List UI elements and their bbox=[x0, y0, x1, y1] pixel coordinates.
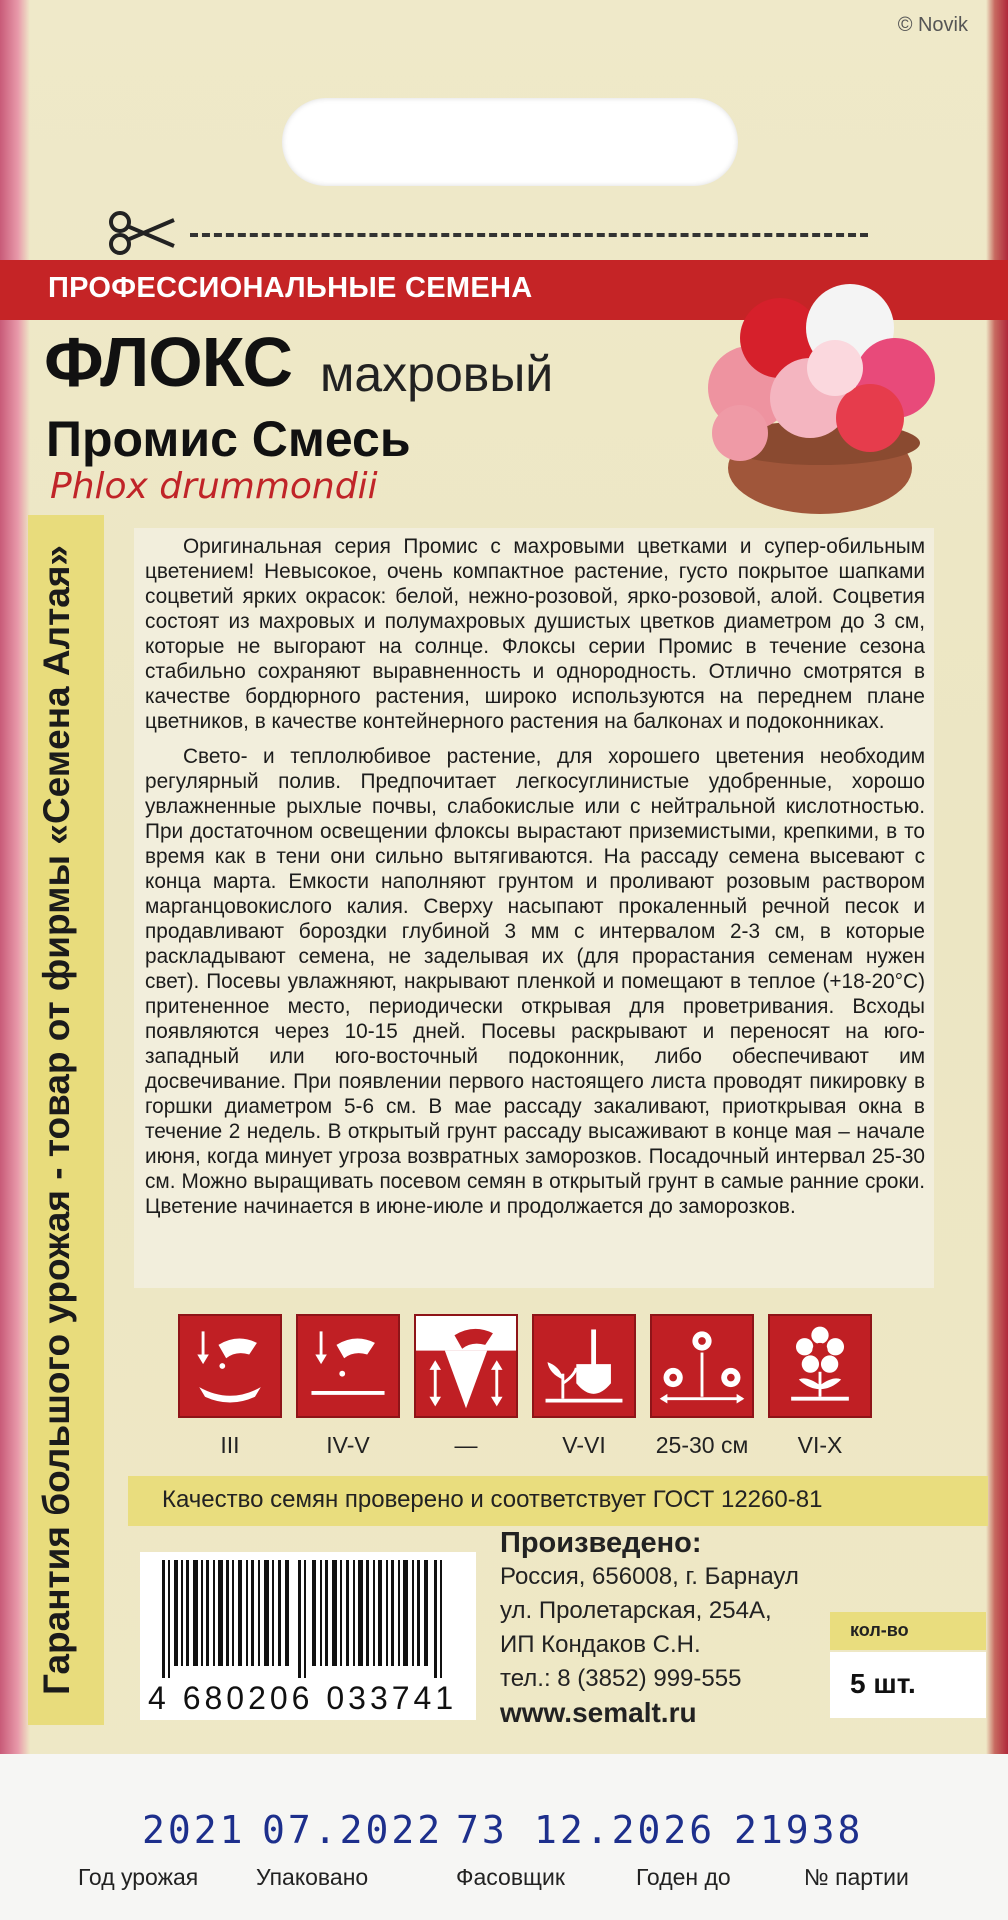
scissors-icon bbox=[108, 210, 178, 256]
producer-info bbox=[500, 1526, 799, 1730]
side-guarantee-text: Гарантия большого урожая - товар от фирмы «Семена Алтая» bbox=[36, 544, 77, 1696]
producer-address-2: ул. Пролетарская, 254А, bbox=[500, 1597, 772, 1624]
copyright: © Novik bbox=[897, 14, 968, 36]
sowing-in-ground-icon bbox=[296, 1314, 400, 1418]
stamp-batch: 21938 bbox=[734, 1808, 864, 1852]
producer-heading: Произведено: bbox=[500, 1527, 702, 1559]
barcode-number: 4 680206 033741 bbox=[148, 1680, 458, 1716]
product-variety: Промис Смесь bbox=[46, 411, 411, 467]
producer-phone: тел.: 8 (3852) 999-555 bbox=[500, 1665, 742, 1692]
banner-text: ПРОФЕССИОНАЛЬНЫЕ СЕМЕНА bbox=[48, 272, 533, 304]
flower-pot-image bbox=[680, 268, 950, 528]
stamp-harvest-year: 2021 bbox=[142, 1808, 246, 1852]
label-harvest-year: Год урожая bbox=[78, 1864, 199, 1890]
quantity-label-box bbox=[830, 1612, 986, 1650]
stamp-packed: 07.2022 bbox=[262, 1808, 444, 1852]
plant-spacing-label: 25-30 см bbox=[655, 1432, 749, 1458]
label-packed: Упаковано bbox=[256, 1864, 369, 1890]
sowing-in-ground-label: IV-V bbox=[326, 1432, 370, 1458]
producer-name: ИП Кондаков С.Н. bbox=[500, 1631, 701, 1658]
quantity-label: кол-во bbox=[850, 1620, 909, 1640]
barcode-bars bbox=[140, 1552, 476, 1682]
cut-line bbox=[190, 233, 868, 237]
flowering-icon bbox=[768, 1314, 872, 1418]
transplanting-icon bbox=[532, 1314, 636, 1418]
sowing-depth-label: — bbox=[454, 1432, 478, 1458]
sowing-depth-icon bbox=[414, 1314, 518, 1418]
label-valid-until: Годен до bbox=[636, 1864, 731, 1890]
flowering-label: VI-X bbox=[797, 1432, 843, 1458]
producer-address-1: Россия, 656008, г. Барнаул bbox=[500, 1563, 799, 1590]
label-packer: Фасовщик bbox=[456, 1864, 565, 1890]
sowing-seedlings-icon bbox=[178, 1314, 282, 1418]
sowing-seedlings-label: III bbox=[220, 1432, 240, 1458]
stamp-valid-until: 12.2026 bbox=[534, 1808, 716, 1852]
producer-website: www.semalt.ru bbox=[500, 1697, 697, 1728]
description-paragraph-1: Оригинальная серия Промис с махровыми цветками и супер-обильным цветением! Невысокое, очень компактное растение, густо покрытое шапками соцветий ярких окрасок: белой, нежно-розовой, ярко-розовой, алой. Соцветия состоят из махровых и полумахровых душистых цветков диаметром до 3 см, которые не выгорают на солнце. Флоксы серии Промис в течение сезона стабильно сохраняют выравненность и однородность. Отлично смотрятся в качестве бордюрного растения, широко используются на переднем плане цветников, в качестве контейнерного растения на балконах и подоконниках. bbox=[145, 535, 925, 733]
transplanting-label: V-VI bbox=[562, 1432, 606, 1458]
gost-bar bbox=[128, 1476, 988, 1526]
quantity-value-box bbox=[830, 1652, 986, 1718]
quantity-value: 5 шт. bbox=[850, 1668, 916, 1699]
hang-hole bbox=[282, 98, 738, 186]
gost-text: Качество семян проверено и соответствует ГОСТ 12260-81 bbox=[162, 1486, 823, 1513]
label-batch: № партии bbox=[804, 1864, 909, 1890]
plant-spacing-icon bbox=[650, 1314, 754, 1418]
product-title: ФЛОКС bbox=[44, 323, 292, 401]
description-paragraph-2: Свето- и теплолюбивое растение, для хорошего цветения необходим регулярный полив. Предпочитает легкосуглинистые удобренные, хорошо увлажненные рыхлые почвы, слабокислые или с нейтральной кислотностью. При достаточном освещении флоксы вырастают приземистыми, крепкими, в то время как в тени они сильно вытягиваются. На рассаду семена высевают с конца марта. Емкости наполняют грунтом и проливают розовым раствором марганцовокислого калия. Сверху насыпают прокаленный речной песок и продавливают бороздки глубиной 3 мм с интервалом 2-3 см, в которые раскладывают семена, не заделывая их (для прорастания семенам нужен свет). Посевы увлажняют, накрывают пленкой и помещают в теплое (+18-20°С) притененное место, периодически открывая для проветривания. Всходы появляются через 10-15 дней. Посевы раскрывают и переносят на юго-западный или юго-восточный подоконник, либо обеспечивают им досвечивание. При появлении первого настоящего листа проводят пикировку в горшки диаметром 5-6 см. В мае рассаду закаливают, приоткрывая окна в течение 2 недель. В открытый грунт рассаду высаживают в конце мая – начале июня, когда минует угроза возвратных заморозков. Посадочный интервал 25-30 см. Можно выращивать посевом семян в открытый грунт в самые ранние сроки. Цветение начинается в июне-июле и продолжается до заморозков. bbox=[145, 745, 925, 1218]
description bbox=[145, 534, 925, 1229]
stamp-packer: 73 bbox=[456, 1808, 508, 1852]
latin-name: Phlox drummondii bbox=[50, 466, 378, 507]
product-subtitle: махровый bbox=[320, 346, 554, 402]
